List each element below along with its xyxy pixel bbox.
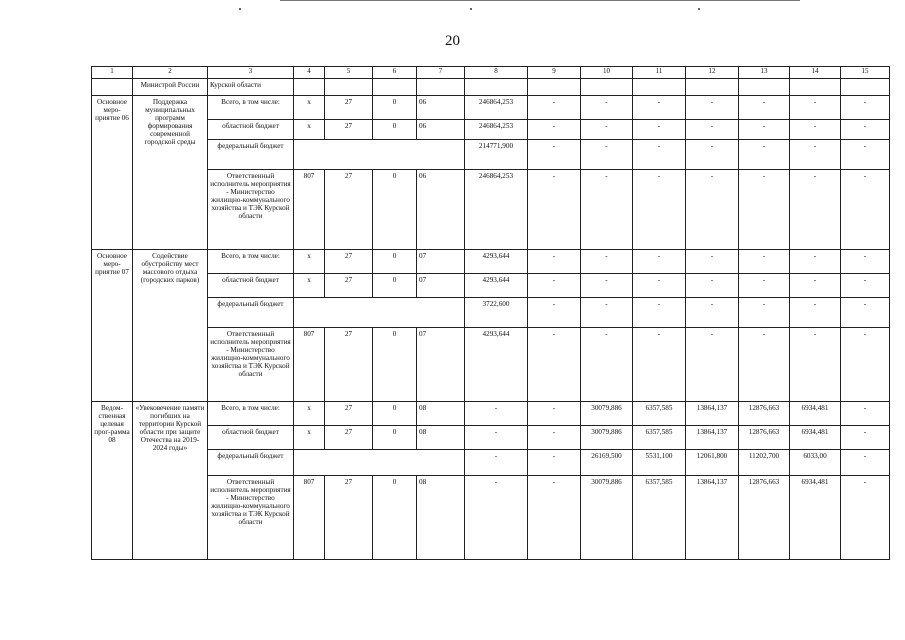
cell-c12: - <box>686 120 739 140</box>
cell-c12: - <box>686 298 739 328</box>
column-number: 14 <box>790 67 841 79</box>
cell <box>92 79 133 96</box>
cell-c9: - <box>528 328 581 402</box>
cell-c5: 27 <box>325 328 373 402</box>
cell-c15: - <box>841 298 890 328</box>
cell-c10: - <box>581 328 633 402</box>
cell-c13: - <box>739 298 790 328</box>
funding-source-label: областной бюджет <box>208 426 294 450</box>
cell-c11: - <box>633 298 686 328</box>
cell-c15: - <box>841 96 890 120</box>
cell-c6: 0 <box>373 274 417 298</box>
cell-c12: - <box>686 328 739 402</box>
funding-source-label: федеральный бюджет <box>208 450 294 476</box>
measure-title: Содействие обустройству мест массового отдыха (городских парков) <box>133 250 208 402</box>
column-number: 9 <box>528 67 581 79</box>
funding-source-label: федеральный бюджет <box>208 140 294 170</box>
cell <box>841 79 890 96</box>
column-number: 5 <box>325 67 373 79</box>
scan-top-edge <box>280 0 800 1</box>
table-row <box>92 96 890 120</box>
cell-c11: 6357,585 <box>633 476 686 560</box>
column-number: 8 <box>465 67 528 79</box>
table-row <box>92 476 890 560</box>
cell-c11: - <box>633 328 686 402</box>
scan-speck <box>698 8 700 10</box>
cell-c8: 4293,644 <box>465 274 528 298</box>
measure-title: Поддержка муниципальных программ формирования современной городской среды <box>133 96 208 250</box>
cell-c11: 6357,585 <box>633 402 686 426</box>
cell <box>686 79 739 96</box>
cell-c14: - <box>790 274 841 298</box>
column-number: 12 <box>686 67 739 79</box>
cell-c10: 26169,500 <box>581 450 633 476</box>
cell-c13: 11202,700 <box>739 450 790 476</box>
cell-c15: - <box>841 476 890 560</box>
page-number: 20 <box>445 33 460 49</box>
funding-source-label: Ответственный исполнитель мероприятия - Министерство жилищно-коммунального хозяйства и ТЭК Курской области <box>208 170 294 250</box>
measure-code: Основное меро-приятие 06 <box>92 96 133 250</box>
cell-c7: 06 <box>417 96 465 120</box>
cell-c14: 6934,481 <box>790 402 841 426</box>
cell-c7: 07 <box>417 328 465 402</box>
cell-c4: х <box>294 426 325 450</box>
cell-c8: 246864,253 <box>465 96 528 120</box>
column-number-row <box>92 67 890 79</box>
cell-c6: 0 <box>373 328 417 402</box>
cell-c5: 27 <box>325 120 373 140</box>
column-number: 10 <box>581 67 633 79</box>
cell-c5: 27 <box>325 250 373 274</box>
cell-c14: 6934,481 <box>790 426 841 450</box>
column-number: 3 <box>208 67 294 79</box>
cell-c13: - <box>739 140 790 170</box>
cell-c9: - <box>528 426 581 450</box>
column-number: 13 <box>739 67 790 79</box>
funding-source-label: Всего, в том числе: <box>208 96 294 120</box>
cell-c6: 0 <box>373 96 417 120</box>
cell-c7: 06 <box>417 120 465 140</box>
empty-cell <box>294 298 465 328</box>
table-row <box>92 274 890 298</box>
cell-c11: - <box>633 250 686 274</box>
budget-table <box>91 66 890 560</box>
cell-c11: - <box>633 274 686 298</box>
cell-c5: 27 <box>325 402 373 426</box>
cell-c14: 6934,481 <box>790 476 841 560</box>
measure-code: Ведом-ственная целевая прог-рамма 08 <box>92 402 133 560</box>
cell-c11: 5531,100 <box>633 450 686 476</box>
cell-c10: - <box>581 120 633 140</box>
cell-c8: 246864,253 <box>465 170 528 250</box>
cell-c7: 07 <box>417 274 465 298</box>
funding-source-label: областной бюджет <box>208 120 294 140</box>
cell-c7: 06 <box>417 170 465 250</box>
empty-cell <box>294 450 465 476</box>
cell-c13: - <box>739 120 790 140</box>
cell-c8: - <box>465 402 528 426</box>
cell-c13: - <box>739 328 790 402</box>
cell-c8: - <box>465 426 528 450</box>
table-row <box>92 426 890 450</box>
cell-c8: 4293,644 <box>465 250 528 274</box>
cell-c14: - <box>790 298 841 328</box>
cell-c15: - <box>841 274 890 298</box>
cell-c14: - <box>790 96 841 120</box>
cell-c4: х <box>294 274 325 298</box>
cell <box>528 79 581 96</box>
cell-c8: - <box>465 476 528 560</box>
table-row <box>92 250 890 274</box>
scan-speck <box>470 8 472 10</box>
cell-c15: - <box>841 170 890 250</box>
cell-c10: - <box>581 274 633 298</box>
cell-c10: - <box>581 250 633 274</box>
cell-c10: - <box>581 140 633 170</box>
cell: Министрой России <box>133 79 208 96</box>
cell-c6: 0 <box>373 426 417 450</box>
cell-c6: 0 <box>373 402 417 426</box>
cell-c4: 807 <box>294 328 325 402</box>
funding-source-label: Ответственный исполнитель мероприятия - Министерство жилищно-коммунального хозяйства и ТЭК Курской области <box>208 328 294 402</box>
table-row <box>92 140 890 170</box>
cell-c14: - <box>790 328 841 402</box>
cell-c12: - <box>686 250 739 274</box>
cell <box>581 79 633 96</box>
cell-c13: - <box>739 170 790 250</box>
cell-c12: - <box>686 274 739 298</box>
funding-source-label: федеральный бюджет <box>208 298 294 328</box>
cell-c9: - <box>528 298 581 328</box>
funding-source-label: Ответственный исполнитель мероприятия - Министерство жилищно-коммунального хозяйства и ТЭК Курской области <box>208 476 294 560</box>
cell-c8: 4293,644 <box>465 328 528 402</box>
cell-c11: - <box>633 170 686 250</box>
table-row <box>92 120 890 140</box>
cell-c5: 27 <box>325 170 373 250</box>
cell <box>417 79 465 96</box>
cell-c7: 08 <box>417 402 465 426</box>
cell-c6: 0 <box>373 250 417 274</box>
table-row <box>92 328 890 402</box>
cell-c5: 27 <box>325 426 373 450</box>
cell-c9: - <box>528 274 581 298</box>
cell-c15: - <box>841 402 890 426</box>
table-row <box>92 298 890 328</box>
column-number: 4 <box>294 67 325 79</box>
cell <box>790 79 841 96</box>
cell-c13: - <box>739 274 790 298</box>
measure-code: Основное меро-приятие 07 <box>92 250 133 402</box>
cell-c8: 214771,900 <box>465 140 528 170</box>
cell-c4: 807 <box>294 476 325 560</box>
cell-c15: - <box>841 450 890 476</box>
cell-c14: - <box>790 250 841 274</box>
cell-c12: 12061,800 <box>686 450 739 476</box>
cell-c11: - <box>633 120 686 140</box>
cell-c9: - <box>528 170 581 250</box>
cell <box>633 79 686 96</box>
cell-c8: 246864,253 <box>465 120 528 140</box>
cell-c9: - <box>528 250 581 274</box>
cell-c10: - <box>581 96 633 120</box>
cell-c4: х <box>294 96 325 120</box>
cell-c12: 13864,137 <box>686 476 739 560</box>
table-row <box>92 170 890 250</box>
funding-source-label: Всего, в том числе: <box>208 402 294 426</box>
table-row <box>92 450 890 476</box>
cell-c5: 27 <box>325 96 373 120</box>
cell-c12: 13864,137 <box>686 426 739 450</box>
column-number: 11 <box>633 67 686 79</box>
cell-c6: 0 <box>373 170 417 250</box>
cell-c12: 13864,137 <box>686 402 739 426</box>
scan-speck <box>239 8 241 10</box>
cell-c4: х <box>294 402 325 426</box>
cell-c8: 3722,600 <box>465 298 528 328</box>
cell-c13: - <box>739 250 790 274</box>
cell <box>739 79 790 96</box>
cell-c13: 12876,663 <box>739 476 790 560</box>
cell-c14: - <box>790 170 841 250</box>
column-number: 2 <box>133 67 208 79</box>
cell-c14: 6033,00 <box>790 450 841 476</box>
cell-c5: 27 <box>325 274 373 298</box>
cell-c15: - <box>841 426 890 450</box>
cell-c15: - <box>841 120 890 140</box>
continuation-row <box>92 79 890 96</box>
cell-c13: 12876,663 <box>739 426 790 450</box>
cell-c12: - <box>686 96 739 120</box>
cell-c9: - <box>528 450 581 476</box>
cell <box>373 79 417 96</box>
cell-c8: - <box>465 450 528 476</box>
cell-c15: - <box>841 328 890 402</box>
cell-c4: х <box>294 120 325 140</box>
empty-cell <box>294 140 465 170</box>
cell-c14: - <box>790 120 841 140</box>
cell-c6: 0 <box>373 476 417 560</box>
column-number: 6 <box>373 67 417 79</box>
column-number: 1 <box>92 67 133 79</box>
cell-c5: 27 <box>325 476 373 560</box>
cell-c10: - <box>581 170 633 250</box>
cell-c14: - <box>790 140 841 170</box>
cell-c9: - <box>528 140 581 170</box>
cell-c15: - <box>841 250 890 274</box>
column-number: 15 <box>841 67 890 79</box>
cell <box>465 79 528 96</box>
funding-source-label: областной бюджет <box>208 274 294 298</box>
cell-c12: - <box>686 140 739 170</box>
cell-c9: - <box>528 476 581 560</box>
cell <box>325 79 373 96</box>
cell-c11: 6357,585 <box>633 426 686 450</box>
cell-c11: - <box>633 96 686 120</box>
cell: Курской области <box>208 79 294 96</box>
column-number: 7 <box>417 67 465 79</box>
cell-c10: - <box>581 298 633 328</box>
cell-c10: 30079,886 <box>581 426 633 450</box>
cell-c15: - <box>841 140 890 170</box>
cell-c10: 30079,886 <box>581 476 633 560</box>
cell-c7: 08 <box>417 426 465 450</box>
cell-c12: - <box>686 170 739 250</box>
cell <box>294 79 325 96</box>
funding-source-label: Всего, в том числе: <box>208 250 294 274</box>
measure-title: «Увековечение памяти погибших на территории Курской области при защите Отечества на 2019-2024 годы» <box>133 402 208 560</box>
cell-c13: 12876,663 <box>739 402 790 426</box>
cell-c7: 08 <box>417 476 465 560</box>
cell-c9: - <box>528 120 581 140</box>
cell-c9: - <box>528 402 581 426</box>
cell-c4: х <box>294 250 325 274</box>
cell-c7: 07 <box>417 250 465 274</box>
table-row <box>92 402 890 426</box>
cell-c10: 30079,886 <box>581 402 633 426</box>
cell-c6: 0 <box>373 120 417 140</box>
cell-c4: 807 <box>294 170 325 250</box>
cell-c13: - <box>739 96 790 120</box>
cell-c9: - <box>528 96 581 120</box>
cell-c11: - <box>633 140 686 170</box>
